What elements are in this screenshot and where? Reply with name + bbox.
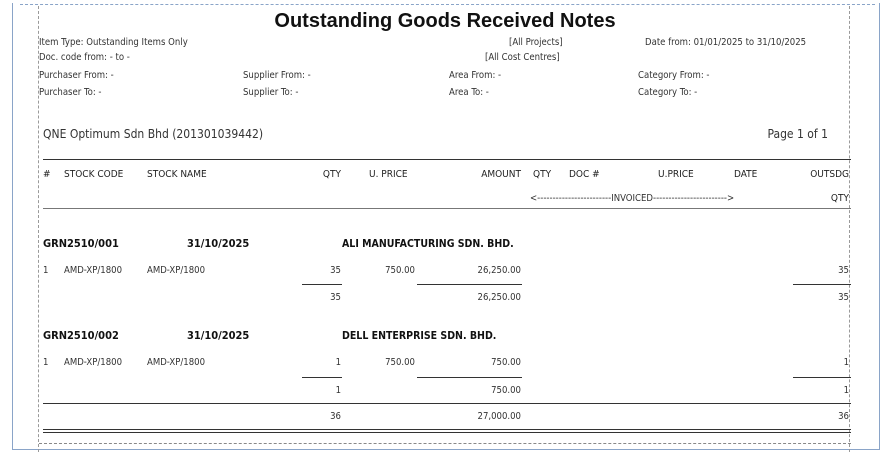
col-amount: AMOUNT [481,169,521,180]
grn-date: 31/10/2025 [187,329,250,342]
invoiced-banner: <------------------------INVOICED------------------------> [530,193,735,204]
col-invoiced-qty: QTY [533,169,552,180]
grand-total-top-rule [43,403,851,404]
page-number: Page 1 of 1 [767,127,828,141]
col-no: # [43,169,51,180]
filter-area-from: Area From: - [449,70,502,81]
col-unit-price: U. PRICE [369,169,408,180]
col-stock-name: STOCK NAME [147,169,207,180]
line-no: 1 [43,357,49,368]
col-date: DATE [734,169,758,180]
filter-purchaser-from: Purchaser From: - [39,70,114,81]
subtotal-rule [302,377,342,378]
filter-supplier-from: Supplier From: - [243,70,311,81]
col-outstanding-qty: QTY [830,193,849,204]
filter-purchaser-to: Purchaser To: - [39,87,102,98]
filter-item-type: Item Type: Outstanding Items Only [39,37,188,48]
line-qty: 1 [335,357,341,368]
grand-total-double-rule [43,432,851,433]
col-outstanding: OUTSDG [810,169,849,180]
page-bottom-margin [39,443,851,444]
grn-date: 31/10/2025 [187,237,250,250]
grand-total-rule [43,429,851,430]
line-unit-price: 750.00 [385,357,415,368]
grn-number: GRN2510/002 [43,329,119,342]
filter-date-range: Date from: 01/01/2025 to 31/10/2025 [645,37,807,48]
col-invoiced-price: U.PRICE [658,169,694,180]
line-outstanding: 35 [838,265,849,276]
line-unit-price: 750.00 [385,265,415,276]
grand-total-outstanding: 36 [838,411,849,422]
grn-number: GRN2510/001 [43,237,119,250]
col-qty: QTY [322,169,341,180]
header-top-rule [43,159,851,160]
subtotal-outstanding: 35 [838,292,849,303]
col-doc-no: DOC # [569,169,600,180]
subtotal-amount: 26,250.00 [477,292,521,303]
subtotal-rule [793,284,851,285]
subtotal-outstanding: 1 [843,385,849,396]
supplier-name: DELL ENTERPRISE SDN. BHD. [342,330,497,342]
subtotal-qty: 35 [330,292,341,303]
filter-cost-centres: [All Cost Centres] [485,52,560,63]
report-title: Outstanding Goods Received Notes [274,10,616,32]
filter-category-from: Category From: - [638,70,710,81]
header-bottom-rule [43,208,851,209]
filter-projects: [All Projects] [509,37,563,48]
line-stock-code: AMD-XP/1800 [64,265,123,276]
filter-doc-code: Doc. code from: - to - [39,52,130,63]
filter-area-to: Area To: - [449,87,489,98]
subtotal-rule [793,377,851,378]
filter-category-to: Category To: - [638,87,698,98]
supplier-name: ALI MANUFACTURING SDN. BHD. [342,238,514,250]
line-stock-name: AMD-XP/1800 [147,357,206,368]
line-qty: 35 [330,265,341,276]
subtotal-qty: 1 [335,385,341,396]
subtotal-rule [417,284,522,285]
company-name: QNE Optimum Sdn Bhd (201301039442) [43,127,264,141]
line-no: 1 [43,265,49,276]
report-page [38,6,850,452]
subtotal-rule [417,377,522,378]
filter-supplier-to: Supplier To: - [243,87,299,98]
line-amount: 26,250.00 [477,265,521,276]
line-outstanding: 1 [843,357,849,368]
subtotal-amount: 750.00 [491,385,521,396]
line-amount: 750.00 [491,357,521,368]
col-stock-code: STOCK CODE [64,169,124,180]
grand-total-amount: 27,000.00 [477,411,521,422]
viewer-frame-top [20,0,875,5]
grand-total-qty: 36 [330,411,341,422]
line-stock-code: AMD-XP/1800 [64,357,123,368]
subtotal-rule [302,284,342,285]
line-stock-name: AMD-XP/1800 [147,265,206,276]
